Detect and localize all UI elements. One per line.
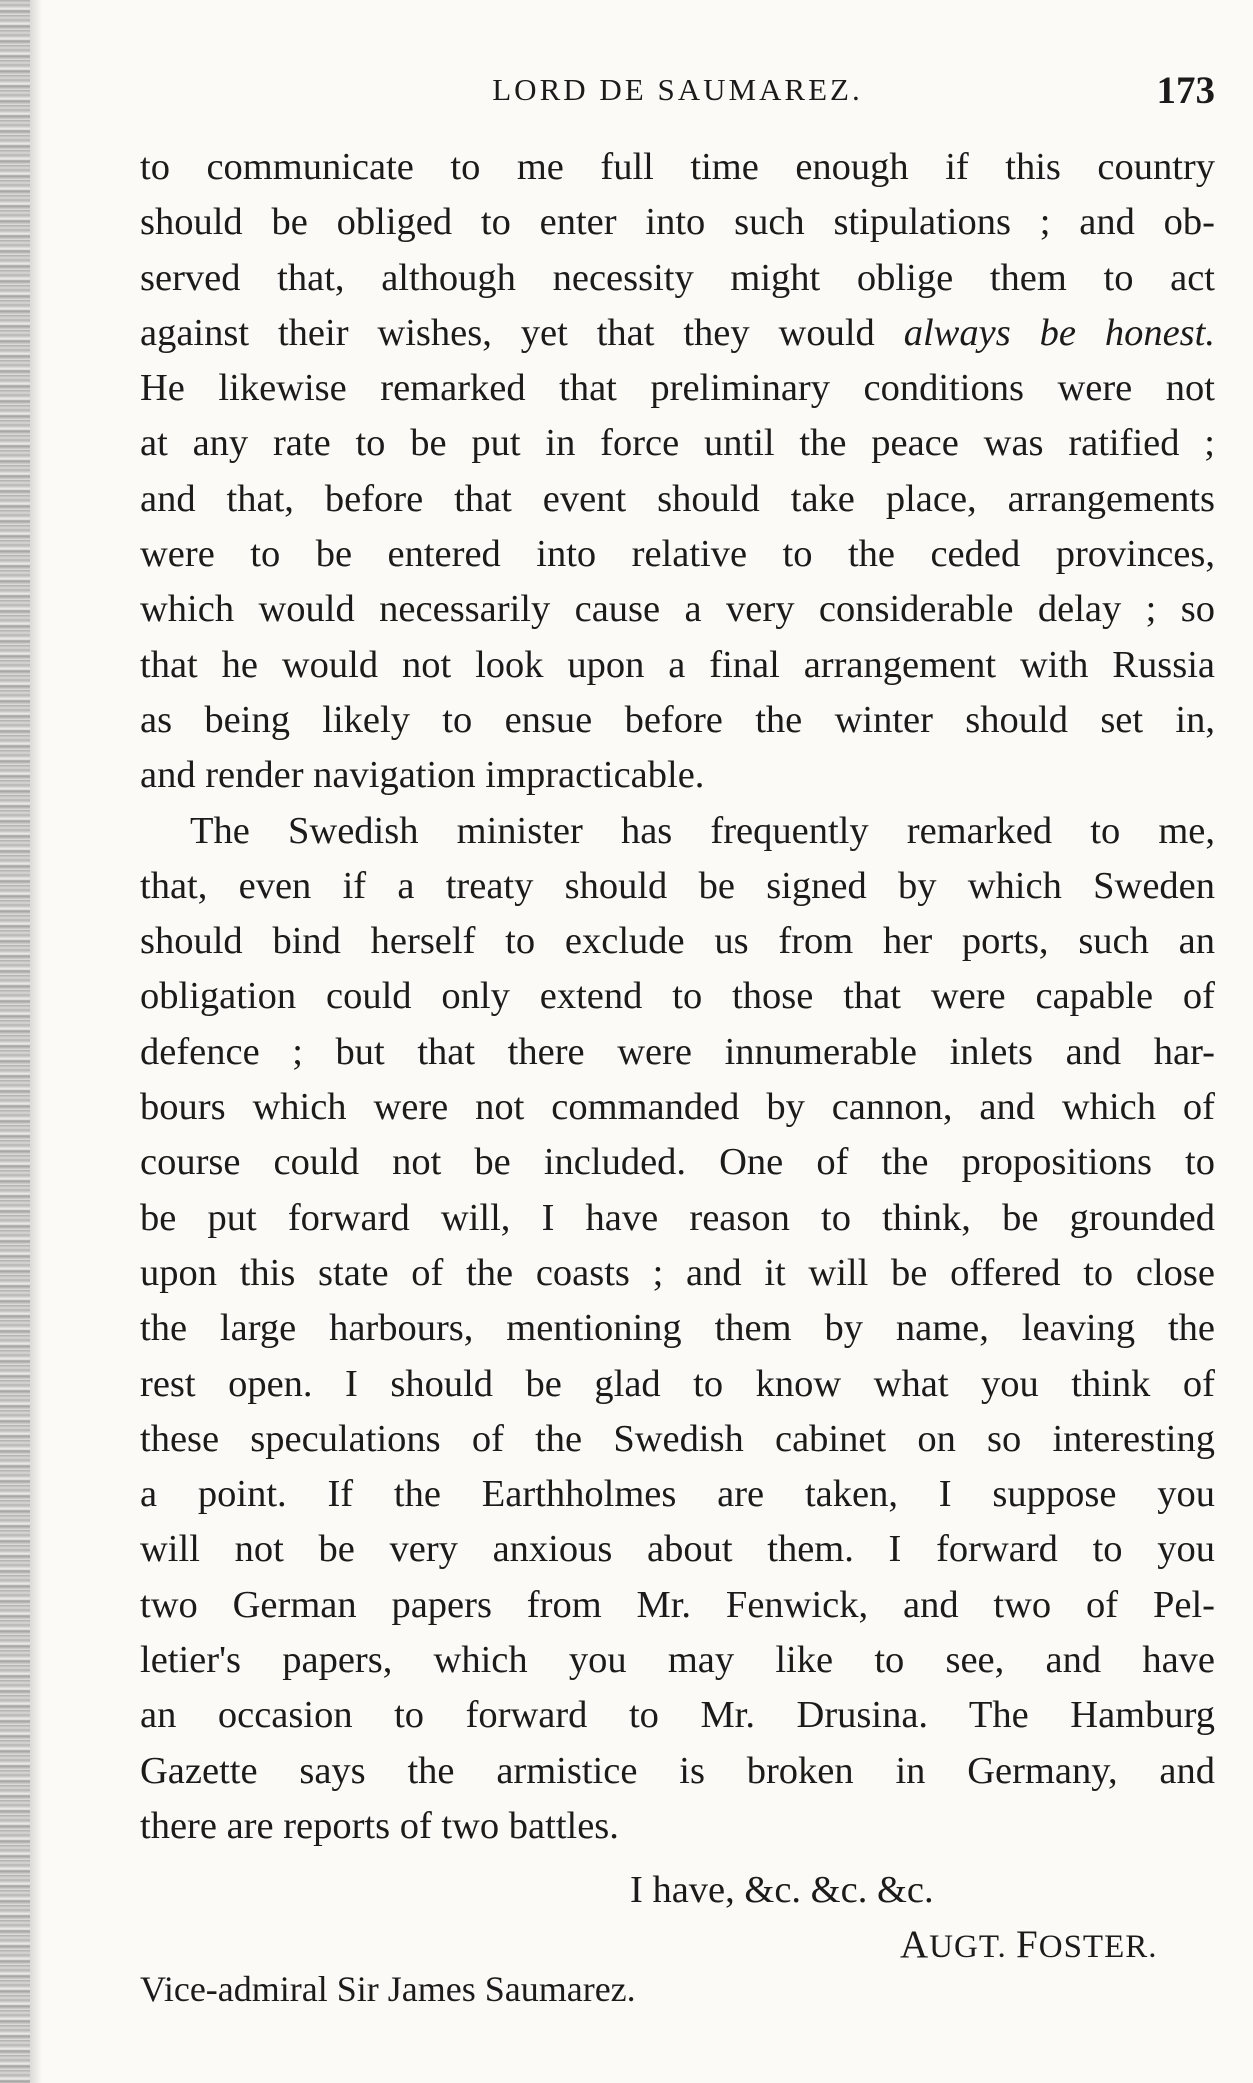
closing-line: I have, &c. &c. &c. (630, 1869, 934, 1911)
text-line-with-italic (140, 306, 1215, 361)
page-edge (0, 0, 30, 2083)
text-line: that, even if a treaty should be signed by which Sweden (140, 864, 1215, 907)
page-edge-shadow (30, 0, 42, 2083)
text-line: and that, before that event should take place, arrangements (140, 477, 1215, 520)
text-line: that he would not look upon a final arrangement with Russia (140, 643, 1215, 686)
running-head: LORD DE SAUMAREZ. (492, 72, 863, 107)
text-line: course could not be included. One of the propositions to (140, 1141, 1215, 1184)
signature: AUGT. FOSTER. (900, 1923, 1158, 1966)
text-line: and render navigation impracticable. (140, 754, 705, 797)
text-line: should be obliged to enter into such stipulations ; and ob- (140, 201, 1215, 244)
text-line: an occasion to forward to Mr. Drusina. The Hamburg (140, 1694, 1215, 1737)
text-line: these speculations of the Swedish cabinet on so interesting (140, 1417, 1215, 1460)
text-line: the large harbours, mentioning them by name, leaving the (140, 1307, 1215, 1350)
text-line: be put forward will, I have reason to think, be grounded (140, 1196, 1215, 1239)
text-line: letier's papers, which you may like to see, and have (140, 1639, 1215, 1682)
italic-phrase: always be honest. (903, 311, 1215, 354)
text-line-prefix: against their wishes, yet that they would (140, 311, 904, 354)
text-line: which would necessarily cause a very considerable delay ; so (140, 588, 1215, 631)
text-line: He likewise remarked that preliminary conditions were not (140, 367, 1215, 410)
text-line: bours which were not commanded by cannon, and which of (140, 1086, 1215, 1129)
text-line: should bind herself to exclude us from her ports, such an (140, 920, 1215, 963)
text-line: to communicate to me full time enough if this country (140, 146, 1215, 188)
text-line: were to be entered into relative to the ceded provinces, (140, 533, 1215, 576)
page-number: 173 (1156, 69, 1215, 112)
page-header (140, 69, 1215, 122)
text-line: will not be very anxious about them. I forward to you (140, 1528, 1215, 1571)
text-line: as being likely to ensue before the winter should set in, (140, 698, 1215, 741)
text-line: Gazette says the armistice is broken in Germany, and (140, 1749, 1215, 1792)
text-line: a point. If the Earthholmes are taken, I suppose you (140, 1473, 1215, 1516)
text-line: at any rate to be put in force until the peace was ratified ; (140, 422, 1215, 465)
addressee: Vice-admiral Sir James Saumarez. (140, 1969, 636, 2009)
text-line: rest open. I should be glad to know what you think of (140, 1362, 1215, 1405)
text-line: obligation could only extend to those that were capable of (140, 975, 1215, 1018)
text-line: two German papers from Mr. Fenwick, and two of Pel- (140, 1583, 1215, 1626)
text-line: served that, although necessity might oblige them to act (140, 256, 1215, 299)
text-line: upon this state of the coasts ; and it will be offered to close (140, 1251, 1215, 1294)
letter-body (140, 140, 1215, 1854)
paragraph-start-line: The Swedish minister has frequently remarked to me, (190, 809, 1215, 852)
text-line: there are reports of two battles. (140, 1804, 619, 1847)
text-line: defence ; but that there were innumerable inlets and har- (140, 1030, 1215, 1073)
